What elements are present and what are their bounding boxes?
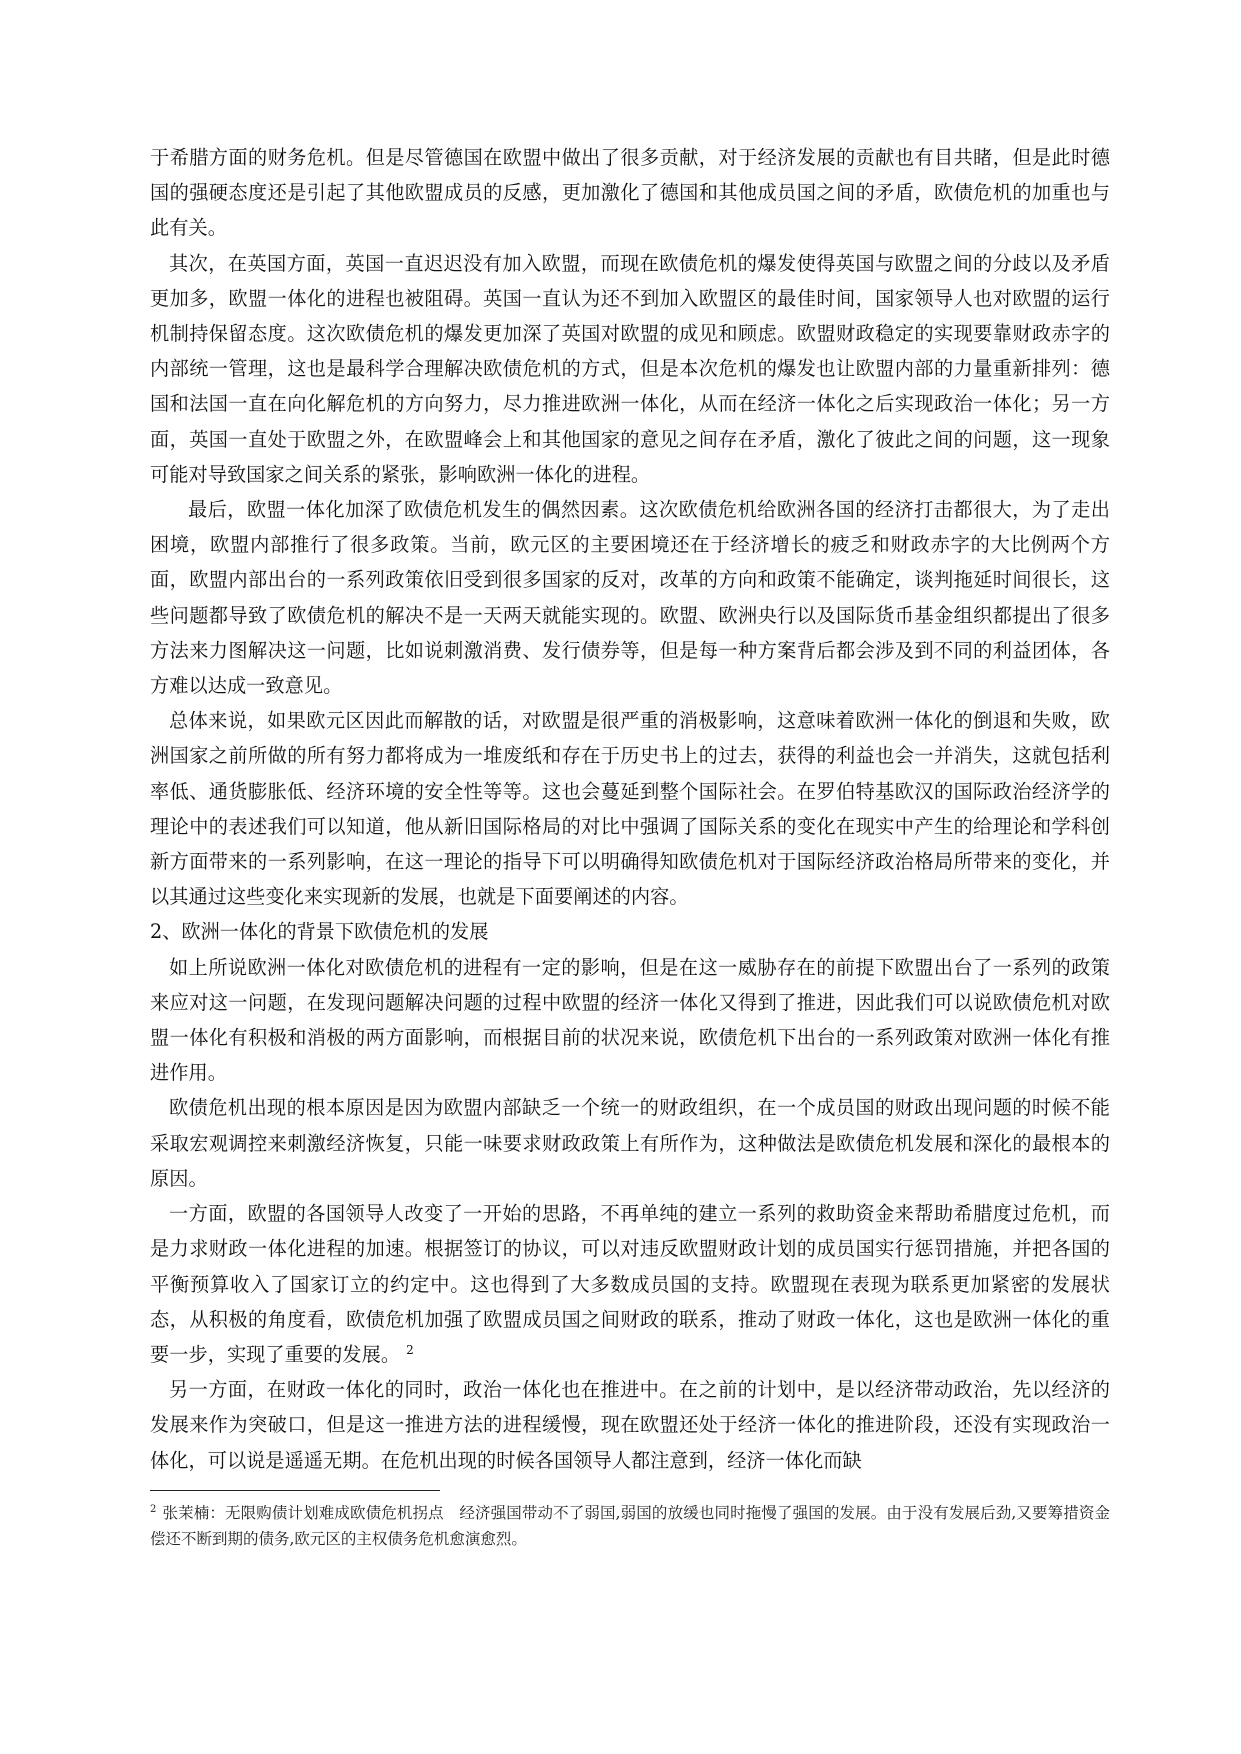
footnote-reference: 2	[406, 1342, 414, 1357]
paragraph-5: 如上所说欧洲一体化对欧债危机的进程有一定的影响，但是在这一威胁存在的前提下欧盟出台了一系列的政策来应对这一问题，在发现问题解决问题的过程中欧盟的经济一体化又得到了推进，因此我们可以说欧债危机对欧盟一体化有积极和消极的两方面影响，而根据目前的状况来说，欧债危机下出台的一系列政策对欧洲一体化有推进作用。	[150, 955, 1110, 1085]
paragraph-3: 最后，欧盟一体化加深了欧债危机发生的偶然因素。这次欧债危机给欧洲各国的经济打击都很大，为了走出困境，欧盟内部推行了很多政策。当前，欧元区的主要困境还在于经济增长的疲乏和财政赤字的大比例两个方面，欧盟内部出台的一系列政策依旧受到很多国家的反对，改革的方向和政策不能确定，谈判拖延时间很长，这些问题都导致了欧债危机的解决不是一天两天就能实现的。欧盟、欧洲央行以及国际货币基金组织都提出了很多方法来力图解决这一问题，比如说刺激消费、发行债券等，但是每一种方案背后都会涉及到不同的利益团体，各方难以达成一致意见。	[150, 498, 1110, 698]
footnote-text: 张茉楠：无限购债计划难成欧债危机拐点 经济强国带动不了弱国,弱国的放缓也同时拖慢了强国的发展。由于没有发展后劲,又要筹措资金偿还不断到期的债务,欧元区的主权债务危机愈演愈烈。	[150, 1504, 1110, 1548]
paragraph-2: 其次，在英国方面，英国一直迟迟没有加入欧盟，而现在欧债危机的爆发使得英国与欧盟之间的分歧以及矛盾更加多，欧盟一体化的进程也被阻碍。英国一直认为还不到加入欧盟区的最佳时间，国家领导人也对欧盟的运行机制持保留态度。这次欧债危机的爆发更加深了英国对欧盟的成见和顾虑。欧盟财政稳定的实现要靠财政赤字的内部统一管理，这也是最科学合理解决欧债危机的方式，但是本次危机的爆发也让欧盟内部的力量重新排列：德国和法国一直在向化解危机的方向努力，尽力推进欧洲一体化，从而在经济一体化之后实现政治一体化；另一方面，英国一直处于欧盟之外，在欧盟峰会上和其他国家的意见之间存在矛盾，激化了彼此之间的问题，这一现象可能对导致国家之间关系的紧张，影响欧洲一体化的进程。	[150, 251, 1110, 486]
section-heading: 2、欧洲一体化的背景下欧债危机的发展	[150, 920, 489, 944]
paragraph-8: 另一方面，在财政一体化的同时，政治一体化也在推进中。在之前的计划中，是以经济带动政治，先以经济的发展来作为突破口，但是这一推进方法的进程缓慢，现在欧盟还处于经济一体化的推进阶段，还没有实现政治一体化，可以说是遥遥无期。在危机出现的时候各国领导人都注意到，经济一体化而缺	[150, 1378, 1110, 1472]
footnote-mark: 2	[150, 1503, 157, 1515]
paragraph-4: 总体来说，如果欧元区因此而解散的话，对欧盟是很严重的消极影响，这意味着欧洲一体化的倒退和失败，欧洲国家之前所做的所有努力都将成为一堆废纸和存在于历史书上的过去，获得的利益也会一并消失，这就包括利率低、通货膨胀低、经济环境的安全性等等。这也会蔓延到整个国际社会。在罗伯特基欧汉的国际政治经济学的理论中的表述我们可以知道，他从新旧国际格局的对比中强调了国际关系的变化在现实中产生的给理论和学科创新方面带来的一系列影响，在这一理论的指导下可以明确得知欧债危机对于国际经济政治格局所带来的变化，并以其通过这些变化来实现新的发展，也就是下面要阐述的内容。	[150, 709, 1110, 909]
paragraph-6: 欧债危机出现的根本原因是因为欧盟内部缺乏一个统一的财政组织，在一个成员国的财政出现问题的时候不能采取宏观调控来刺激经济恢复，只能一味要求财政政策上有所作为，这种做法是欧债危机发展和深化的最根本的原因。	[150, 1096, 1110, 1190]
paragraph-7-text: 一方面，欧盟的各国领导人改变了一开始的思路，不再单纯的建立一系列的救助资金来帮助希腊度过危机，而是力求财政一体化进程的加速。根据签订的协议，可以对违反欧盟财政计划的成员国实行惩罚措施，并把各国的平衡预算收入了国家订立的约定中。这也得到了大多数成员国的支持。欧盟现在表现为联系更加紧密的发展状态，从积极的角度看，欧债危机加强了欧盟成员国之间财政的联系，推动了财政一体化，这也是欧洲一体化的重要一步，实现了重要的发展。	[150, 1202, 1110, 1366]
footnote-divider	[150, 1490, 440, 1491]
paragraph-1: 于希腊方面的财务危机。但是尽管德国在欧盟中做出了很多贡献，对于经济发展的贡献也有目共睹，但是此时德国的强硬态度还是引起了其他欧盟成员的反感，更加激化了德国和其他成员国之间的矛盾，欧债危机的加重也与此有关。	[150, 146, 1110, 240]
footnote	[150, 1500, 1110, 1552]
paragraph-7	[150, 1196, 1110, 1372]
document-body	[150, 140, 1110, 1478]
